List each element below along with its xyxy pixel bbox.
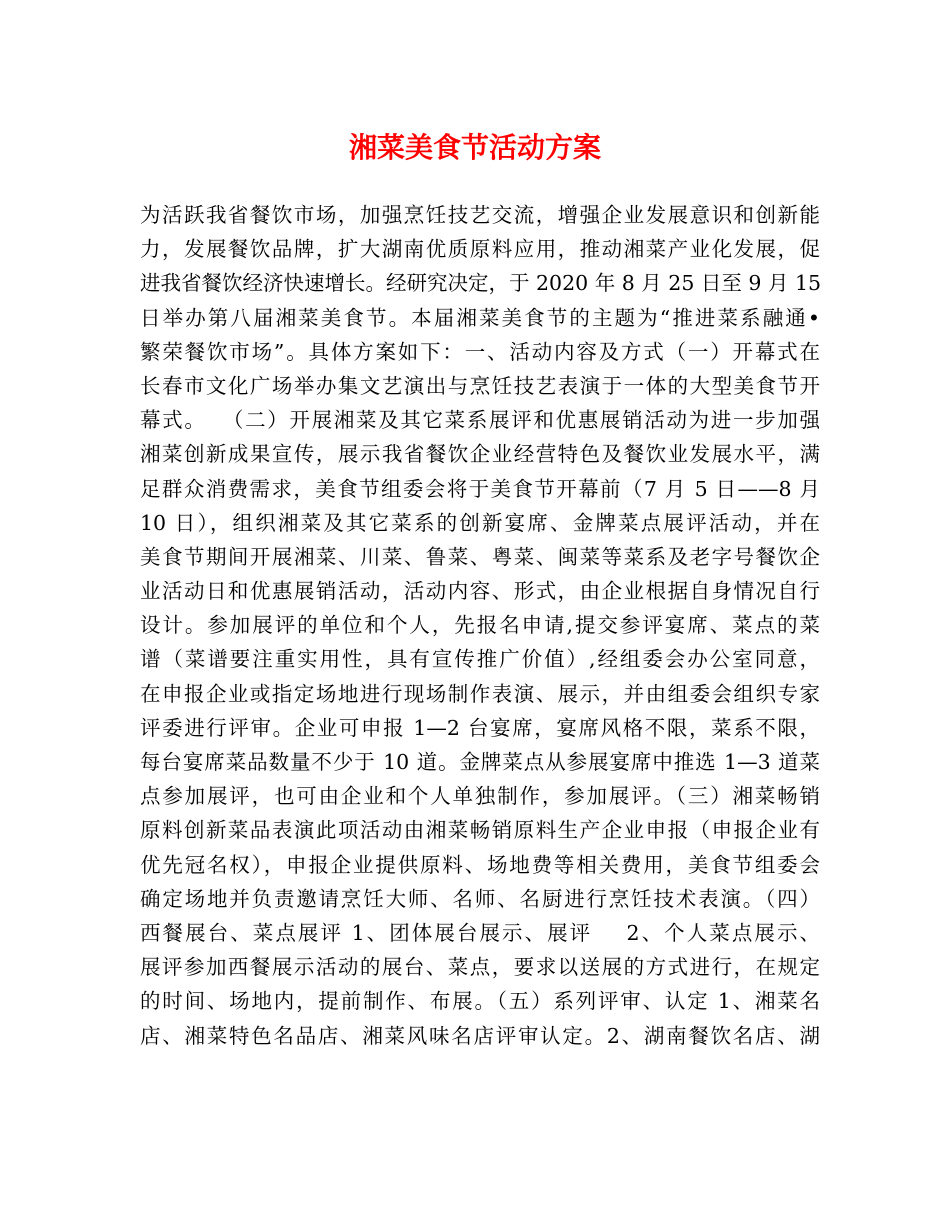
body-line: 足群众消费需求，美食节组委会将于美食节开幕前（7 月 5 日——8 月 xyxy=(140,476,820,501)
body-line: 谱（菜谱要注重实用性，具有宣传推广价值）,经组委会办公室同意， xyxy=(140,647,820,672)
body-line: 10 日），组织湘菜及其它菜系的创新宴席、金牌菜点展评活动，并在 xyxy=(140,510,820,535)
body-line: 为活跃我省餐饮市场，加强烹饪技艺交流，增强企业发展意识和创新能 xyxy=(140,203,820,227)
body-line: 展评参加西餐展示活动的展台、菜点，要求以送展的方式进行，在规定 xyxy=(140,955,820,980)
body-line: 繁荣餐饮市场”。具体方案如下：一、活动内容及方式（一）开幕式在 xyxy=(140,339,820,364)
body-line: 优先冠名权），申报企业提供原料、场地费等相关费用，美食节组委会 xyxy=(140,852,820,877)
body-line: 美食节期间开展湘菜、川菜、鲁菜、粤菜、闽菜等菜系及老字号餐饮企 xyxy=(140,544,820,569)
body-line: 设计。参加展评的单位和个人，先报名申请,提交参评宴席、菜点的菜 xyxy=(140,613,820,638)
body-line: 幕式。 （二）开展湘菜及其它菜系展评和优惠展销活动为进一步加强 xyxy=(140,408,820,433)
body-line: 湘菜创新成果宣传，展示我省餐饮企业经营特色及餐饮业发展水平，满 xyxy=(140,442,820,467)
body-line: 业活动日和优惠展销活动，活动内容、形式，由企业根据自身情况自行 xyxy=(140,579,820,604)
document-title: 湘菜美食节活动方案 xyxy=(348,131,601,164)
body-line: 评委进行评审。企业可申报 1—2 台宴席，宴席风格不限，菜系不限， xyxy=(140,715,820,740)
document-body xyxy=(140,198,820,1053)
body-line: 日举办第八届湘菜美食节。本届湘菜美食节的主题为“推进菜系融通• xyxy=(140,305,820,330)
body-line: 点参加展评，也可由企业和个人单独制作，参加展评。（三）湘菜畅销 xyxy=(140,784,820,809)
body-line: 进我省餐饮经济快速增长。经研究决定，于 2020 年 8 月 25 日至 9 月 15 xyxy=(140,271,822,296)
body-line: 每台宴席菜品数量不少于 10 道。金牌菜点从参展宴席中推选 1—3 道菜 xyxy=(140,750,820,774)
body-line: 力，发展餐饮品牌，扩大湖南优质原料应用，推动湘菜产业化发展，促 xyxy=(140,237,820,262)
body-line: 确定场地并负责邀请烹饪大师、名师、名厨进行烹饪技术表演。（四） xyxy=(140,886,820,911)
body-line: 在申报企业或指定场地进行现场制作表演、展示，并由组委会组织专家 xyxy=(140,681,820,706)
body-line: 西餐展台、菜点展评 1、团体展台展示、展评 2、个人菜点展示、 xyxy=(140,920,820,945)
body-line: 的时间、场地内，提前制作、布展。（五）系列评审、认定 1、湘菜名 xyxy=(140,989,820,1014)
body-line: 长春市文化广场举办集文艺演出与烹饪技艺表演于一体的大型美食节开 xyxy=(140,373,820,398)
body-line: 原料创新菜品表演此项活动由湘菜畅销原料生产企业申报（申报企业有 xyxy=(140,818,820,843)
body-line: 店、湘菜特色名品店、湘菜风味名店评审认定。2、湖南餐饮名店、湖 xyxy=(140,1023,820,1048)
